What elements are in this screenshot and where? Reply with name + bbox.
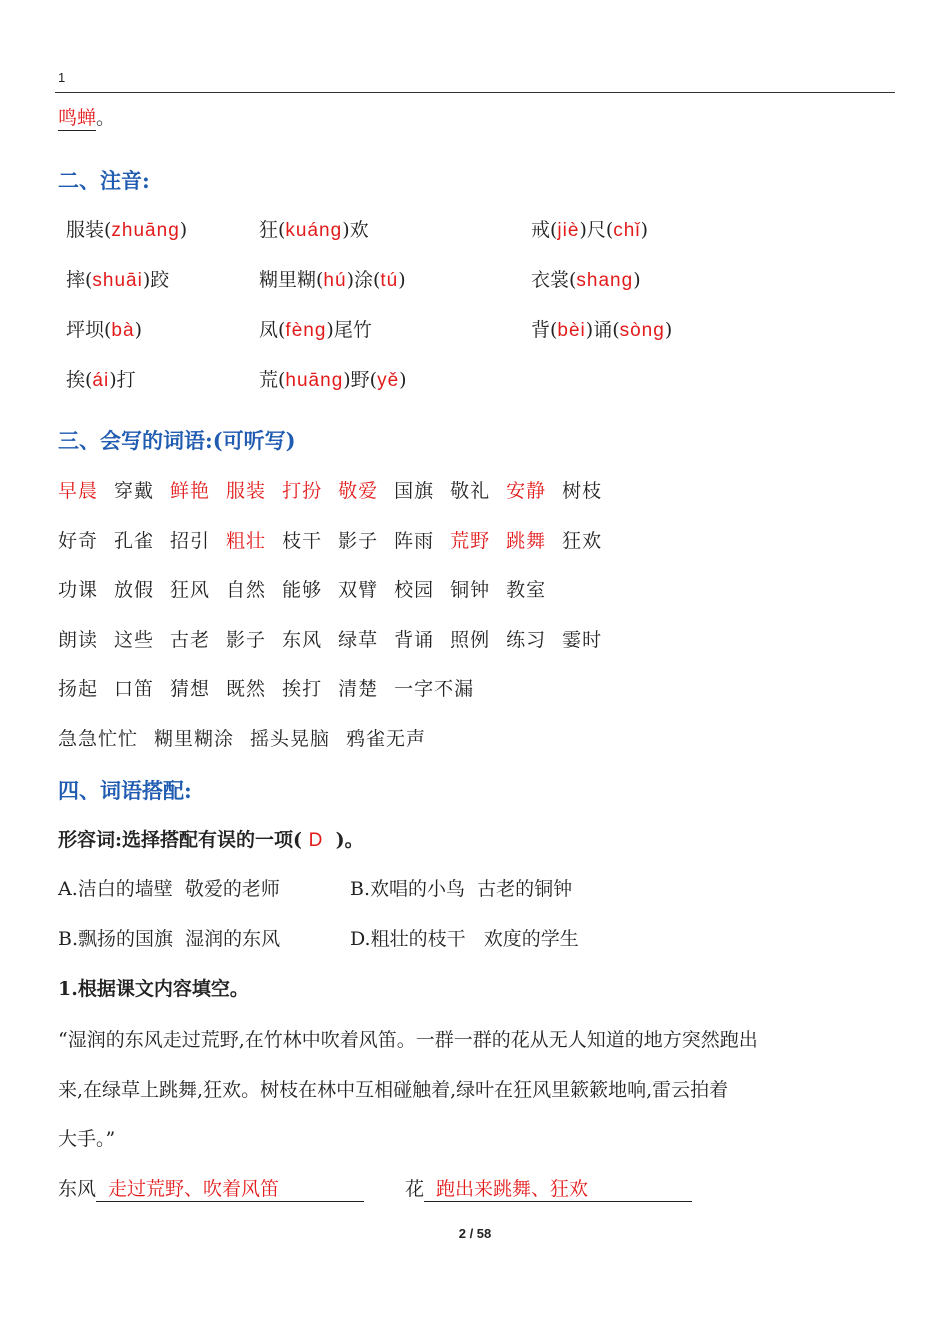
pinyin-answer: yě bbox=[377, 370, 400, 391]
word: 清楚 bbox=[338, 678, 379, 701]
hanzi-text: )跤 bbox=[142, 269, 170, 291]
pinyin-answer: zhuāng bbox=[111, 220, 180, 241]
word: 穿戴 bbox=[114, 480, 155, 502]
hanzi-text: ) bbox=[664, 319, 673, 341]
word: 自然 bbox=[226, 579, 267, 602]
hanzi-text: 背( bbox=[531, 319, 558, 341]
word: 狂风 bbox=[170, 579, 211, 602]
word: 树枝 bbox=[562, 480, 603, 502]
word: 急急忙忙 bbox=[58, 728, 139, 750]
hanzi-text: )欢 bbox=[342, 219, 369, 241]
word: 霎时 bbox=[562, 628, 603, 651]
pinyin-item bbox=[259, 368, 407, 393]
word: 孔雀 bbox=[114, 529, 155, 552]
hanzi-text: ) bbox=[398, 269, 406, 291]
hanzi-text: 凤( bbox=[259, 319, 286, 341]
word: 朗读 bbox=[58, 628, 99, 651]
word: 双臂 bbox=[338, 579, 379, 602]
pinyin-answer: bà bbox=[111, 320, 135, 341]
pinyin-item bbox=[531, 218, 648, 243]
word: 早晨 bbox=[58, 480, 99, 502]
option-d: D.粗壮的枝干 欢度的学生 bbox=[350, 928, 579, 950]
word-row bbox=[58, 479, 618, 503]
blank bbox=[96, 1177, 364, 1202]
passage-line: 来,在绿草上跳舞,狂欢。树枝在林中互相碰触着,绿叶在狂风里簌簌地响,雷云拍着 bbox=[58, 1079, 729, 1101]
hanzi-text: 服装( bbox=[66, 219, 112, 241]
pinyin-answer: shang bbox=[576, 270, 634, 291]
word: 安静 bbox=[506, 480, 547, 502]
pinyin-answer: hú bbox=[323, 270, 347, 291]
word: 招引 bbox=[170, 529, 211, 552]
pinyin-item bbox=[66, 368, 136, 393]
pinyin-answer: bèi bbox=[557, 320, 586, 341]
punctuation: 。 bbox=[96, 107, 116, 129]
hanzi-text: 戒( bbox=[531, 219, 558, 241]
blank bbox=[424, 1177, 692, 1202]
page-number: 2 / 58 bbox=[458, 1226, 492, 1241]
word: 猜想 bbox=[170, 678, 211, 701]
pinyin-answer: sòng bbox=[619, 320, 665, 341]
pinyin-answer: ái bbox=[92, 370, 110, 391]
hanzi-text: 糊里糊( bbox=[259, 269, 324, 291]
hanzi-text: 荒( bbox=[259, 369, 286, 391]
passage-line: “湿润的东风走过荒野,在竹林中吹着风笛。一群一群的花从无人知道的地方突然跑出 bbox=[58, 1029, 758, 1051]
word: 既然 bbox=[226, 678, 267, 701]
label: 东风 bbox=[58, 1178, 97, 1200]
word: 枝干 bbox=[282, 529, 323, 552]
pinyin-answer: huāng bbox=[285, 370, 344, 391]
answer-text: 走过荒野、吹着风笛 bbox=[108, 1178, 280, 1200]
word: 国旗 bbox=[394, 480, 435, 502]
section-heading: 三、会写的词语:(可听写) bbox=[58, 428, 296, 453]
question bbox=[58, 828, 364, 853]
option-b: B.飘扬的国旗 湿润的东风 bbox=[58, 928, 281, 950]
pinyin-answer: chǐ bbox=[613, 220, 641, 241]
word: 一字不漏 bbox=[394, 678, 475, 701]
word: 鸦雀无声 bbox=[346, 728, 427, 750]
hanzi-text: )打 bbox=[109, 369, 136, 391]
word: 鲜艳 bbox=[170, 480, 211, 502]
pinyin-item bbox=[259, 218, 369, 243]
pinyin-answer: tú bbox=[380, 270, 399, 291]
word: 铜钟 bbox=[450, 579, 491, 602]
word-row bbox=[58, 677, 490, 701]
word: 服装 bbox=[226, 480, 267, 502]
hanzi-text: ) bbox=[134, 319, 142, 341]
pinyin-answer: shuāi bbox=[92, 270, 143, 291]
word: 阵雨 bbox=[394, 529, 435, 552]
hanzi-text: )尺( bbox=[579, 219, 614, 241]
hanzi-text: 坪坝( bbox=[66, 319, 112, 341]
section-heading: 二、注音: bbox=[58, 168, 150, 193]
word: 影子 bbox=[338, 529, 379, 552]
word-row bbox=[58, 727, 442, 751]
hanzi-text: ) bbox=[399, 369, 407, 391]
fill-title: 1.根据课文内容填空。 bbox=[58, 978, 249, 1000]
answer-text: 鸣蝉 bbox=[58, 107, 97, 129]
word: 校园 bbox=[394, 579, 435, 602]
passage-line: 大手。” bbox=[58, 1128, 116, 1150]
word-row bbox=[58, 628, 618, 652]
label: 花 bbox=[405, 1178, 425, 1200]
question-text: 形容词:选择搭配有误的一项( bbox=[58, 829, 303, 851]
word: 能够 bbox=[282, 579, 323, 602]
answer-text: 跑出来跳舞、狂欢 bbox=[436, 1178, 589, 1200]
hanzi-text: 挨( bbox=[66, 369, 93, 391]
word-row bbox=[58, 578, 562, 602]
option-a: A.洁白的墙壁 敬爱的老师 bbox=[58, 878, 280, 900]
section-heading: 四、词语搭配: bbox=[58, 778, 192, 803]
word: 绿草 bbox=[338, 628, 379, 651]
word: 狂欢 bbox=[562, 529, 603, 552]
hanzi-text: ) bbox=[633, 269, 641, 291]
word: 扬起 bbox=[58, 678, 99, 701]
word: 放假 bbox=[114, 579, 155, 602]
word: 糊里糊涂 bbox=[154, 728, 235, 750]
hanzi-text: 摔( bbox=[66, 269, 93, 291]
pinyin-answer: fèng bbox=[285, 320, 327, 341]
hanzi-text: 衣裳( bbox=[531, 269, 577, 291]
word: 敬爱 bbox=[338, 480, 379, 502]
pinyin-item bbox=[66, 218, 187, 243]
word: 摇头晃脑 bbox=[250, 728, 331, 750]
pinyin-item bbox=[66, 318, 142, 343]
hanzi-text: )涂( bbox=[346, 269, 381, 291]
word: 跳舞 bbox=[506, 529, 547, 552]
word: 粗壮 bbox=[226, 529, 267, 552]
word: 东风 bbox=[282, 628, 323, 651]
word-row bbox=[58, 529, 618, 553]
word: 好奇 bbox=[58, 529, 99, 552]
pinyin-item bbox=[259, 268, 406, 293]
hanzi-text: 狂( bbox=[259, 219, 286, 241]
hanzi-text: )诵( bbox=[585, 319, 620, 341]
pinyin-answer: jiè bbox=[557, 220, 580, 241]
pinyin-item bbox=[531, 268, 641, 293]
word: 照例 bbox=[450, 628, 491, 651]
question-text: )。 bbox=[335, 829, 364, 851]
word: 练习 bbox=[506, 628, 547, 651]
header-rule bbox=[55, 92, 895, 93]
word: 背诵 bbox=[394, 628, 435, 651]
word: 口笛 bbox=[114, 678, 155, 701]
word: 影子 bbox=[226, 628, 267, 651]
word: 荒野 bbox=[450, 529, 491, 552]
option-b-alt: B.欢唱的小鸟 古老的铜钟 bbox=[350, 878, 573, 900]
pinyin-item bbox=[531, 318, 672, 343]
word: 这些 bbox=[114, 628, 155, 651]
pinyin-answer: kuáng bbox=[285, 220, 343, 241]
hanzi-text: )野( bbox=[343, 369, 378, 391]
word: 打扮 bbox=[282, 480, 323, 502]
hanzi-text: ) bbox=[640, 219, 648, 241]
pinyin-item bbox=[66, 268, 169, 293]
hanzi-text: )尾竹 bbox=[326, 319, 372, 341]
fill-answer-1 bbox=[58, 1177, 364, 1202]
word: 古老 bbox=[170, 628, 211, 651]
top-answer-line bbox=[58, 106, 115, 131]
answer-text: D bbox=[308, 830, 323, 851]
word: 敬礼 bbox=[450, 480, 491, 502]
fill-answer-2 bbox=[405, 1177, 692, 1202]
word: 教室 bbox=[506, 579, 547, 602]
pinyin-item bbox=[259, 318, 372, 343]
hanzi-text: ) bbox=[179, 219, 188, 241]
page-marker: 1 bbox=[58, 70, 66, 85]
word: 挨打 bbox=[282, 678, 323, 701]
word: 功课 bbox=[58, 579, 99, 602]
